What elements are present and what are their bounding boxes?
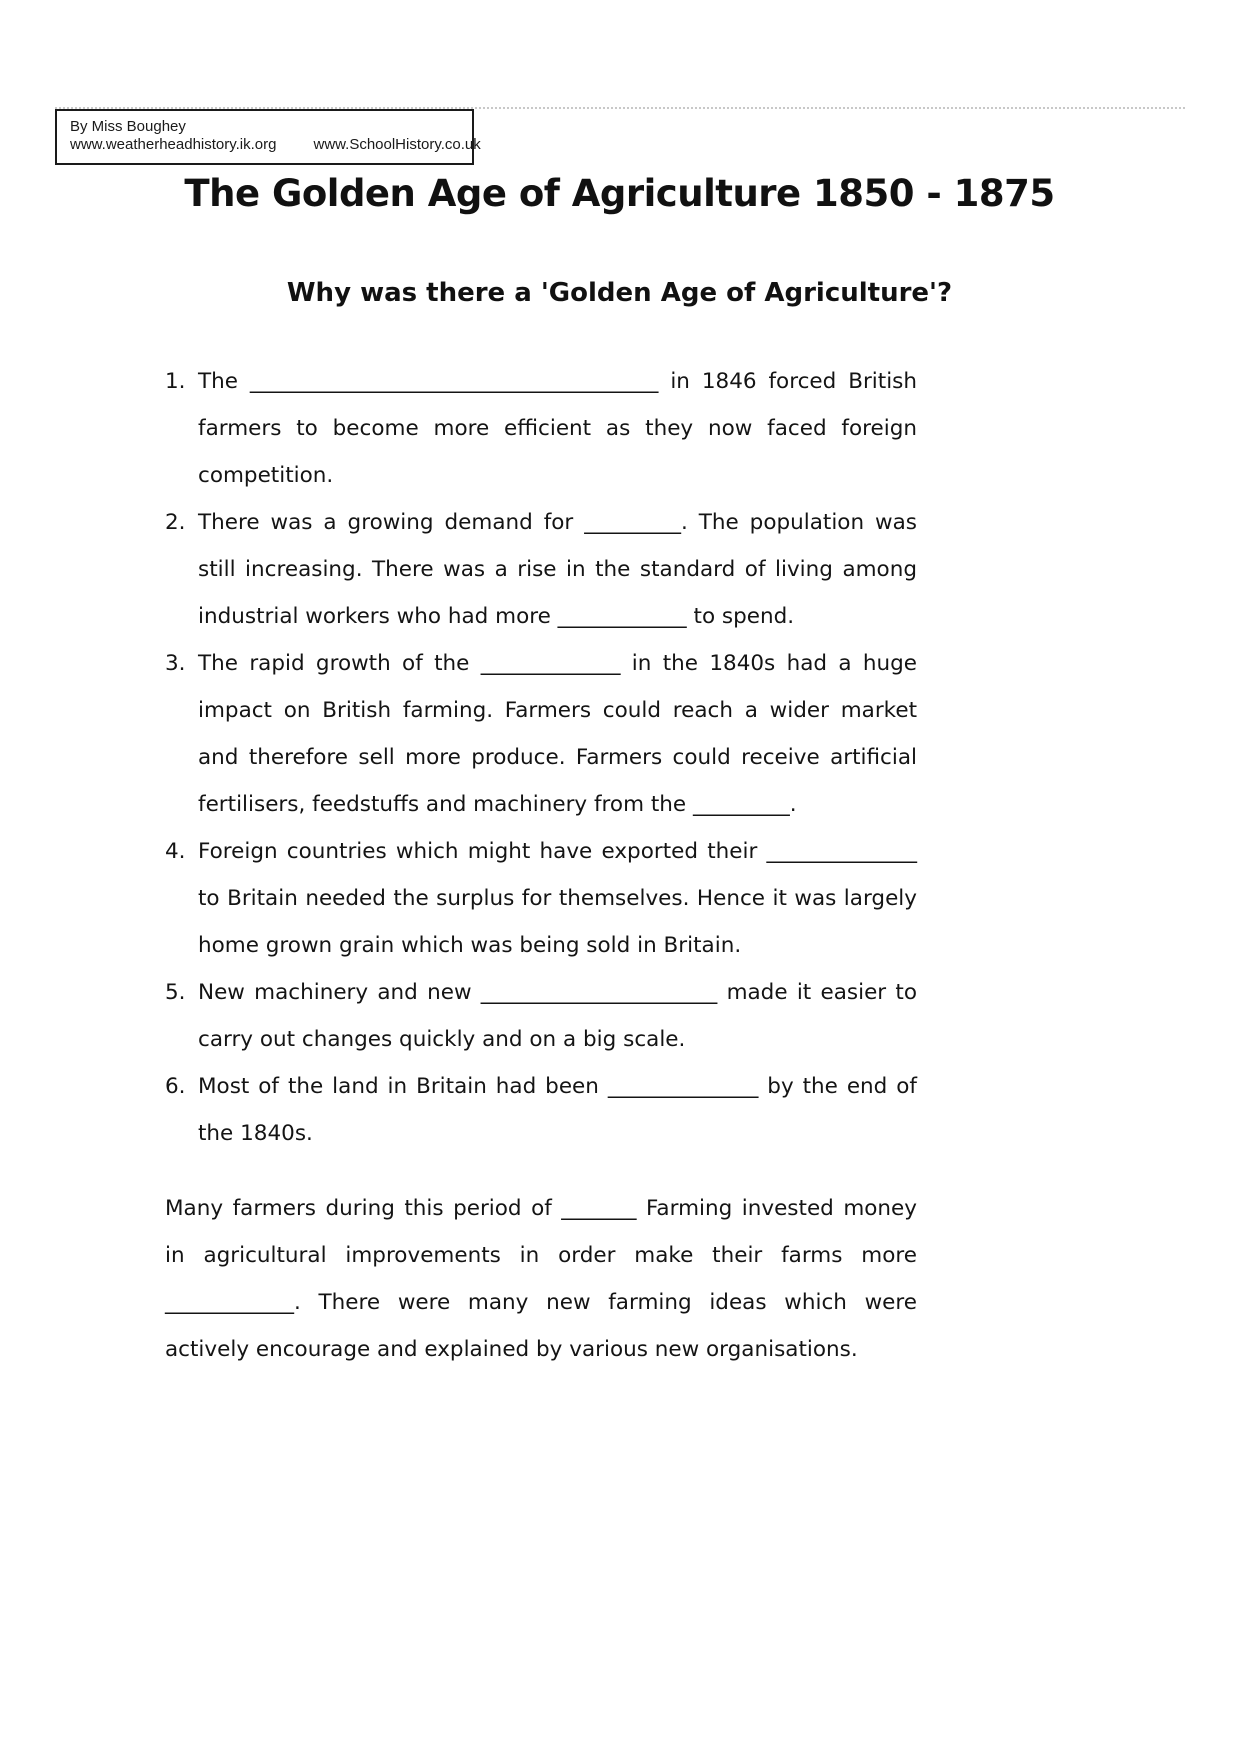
question-number: 6. [165,1074,186,1099]
question-item-4 [165,828,917,969]
question-number: 5. [165,980,186,1005]
question-number: 2. [165,510,186,535]
attribution-url-right: www.SchoolHistory.co.uk [313,136,481,153]
question-item-5 [165,969,917,1063]
question-item-2 [165,499,917,640]
question-text: Foreign countries which might have exported their ______________ to Britain needed the surplus for themselves. Hence it was largely home grown grain which was being sold in Britain. [198,839,917,958]
question-text: The ______________________________________ in 1846 forced British farmers to become more efficient as they now faced foreign competition. [198,369,917,488]
question-text: Most of the land in Britain had been ______________ by the end of the 1840s. [198,1074,917,1146]
attribution-author: By Miss Boughey [70,118,186,135]
question-number: 3. [165,651,186,676]
question-text: The rapid growth of the _____________ in the 1840s had a huge impact on British farming. Farmers could reach a wider market and therefore sell more produce. Farmers could receive artificial fertilisers, feedstuffs and machinery from the _________. [198,651,917,817]
attribution-box [55,109,481,165]
question-item-1 [165,358,917,499]
question-item-6 [165,1063,917,1157]
attribution-url-left: www.weatherheadhistory.ik.org [70,136,277,153]
question-number: 4. [165,839,186,864]
question-text: New machinery and new ______________________ made it easier to carry out changes quickly and on a big scale. [198,980,917,1052]
question-list [165,358,917,1157]
attribution-urls [70,136,481,154]
question-number: 1. [165,369,186,394]
question-text: There was a growing demand for _________. The population was still increasing. There was a rise in the standard of living among industrial workers who had more ____________ to spend. [198,510,917,629]
page-subtitle: Why was there a 'Golden Age of Agriculture'? [286,278,953,308]
closing-paragraph: Many farmers during this period of _______ Farming invested money in agricultural improvements in order make their farms more ____________. There were many new farming ideas which were actively encourage and explained by various new organisations. [165,1196,917,1362]
page-title: The Golden Age of Agriculture 1850 - 1875 [184,172,1055,215]
question-item-3 [165,640,917,828]
